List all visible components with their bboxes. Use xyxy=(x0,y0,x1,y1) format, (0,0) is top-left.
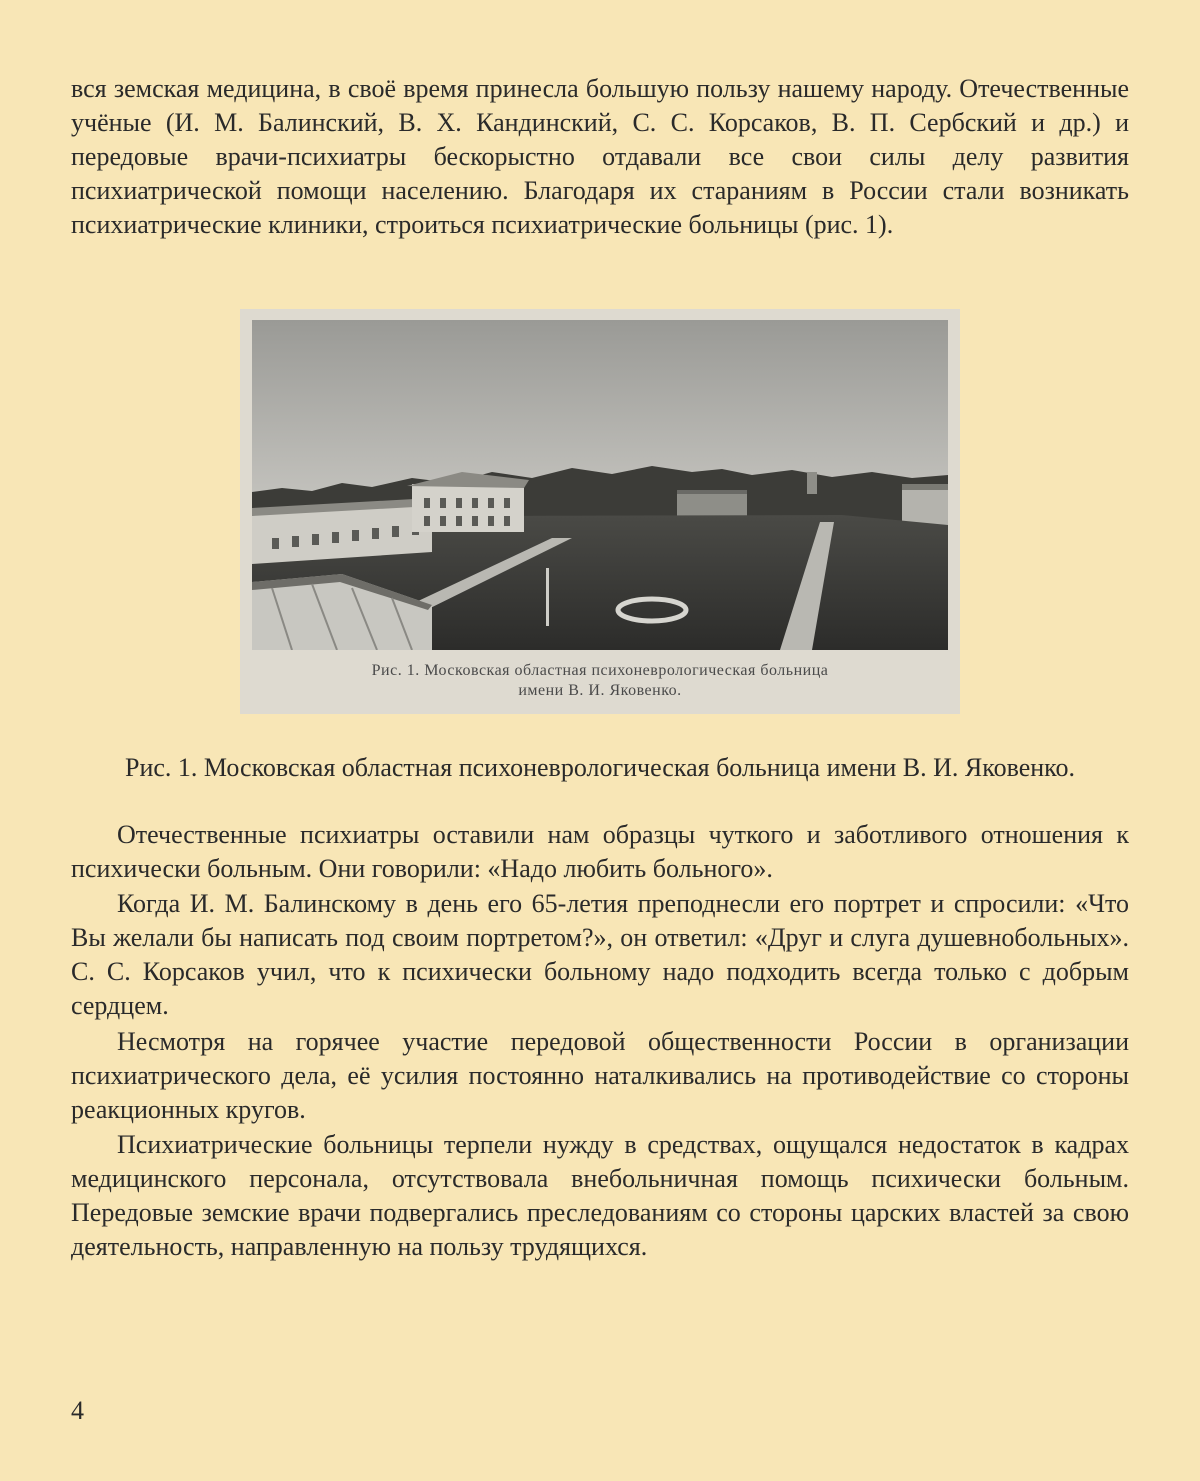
figure-scan xyxy=(240,309,960,714)
body-paragraph: Когда И. М. Балинскому в день его 65-летия преподнесли его портрет и спросили: «Что Вы желали бы написать под своим портретом?», он ответил: «Друг и слуга душевнобольных». С. С. Корсаков учил, что к психически больному надо подходить всегда только с добрым сердцем. xyxy=(71,889,1129,1020)
inner-caption-line-2: имени В. И. Яковенко. xyxy=(518,682,682,699)
intro-paragraph: вся земская медицина, в своё время принесла большую пользу нашему народу. Отечественные учёные (И. М. Балинский, В. Х. Кандинский, С. С. Корсаков, В. П. Сербский и др.) и передовые врачи-психиатры бескорыстно отдавали все свои силы делу развития психиатрической помощи населению. Благодаря их стараниям в России стали возникать психиатрические клиники, строиться психиатрические больницы (рис. 1). xyxy=(71,74,1129,239)
figure-caption: Рис. 1. Московская областная психоневрологическая больница имени В. И. Яковенко. xyxy=(125,753,1075,782)
inner-caption-line-1: Рис. 1. Московская областная психоневрологическая больница xyxy=(371,662,829,679)
page-number: 4 xyxy=(71,1396,84,1425)
body-paragraph: Отечественные психиатры оставили нам образцы чуткого и заботливого отношения к психически больным. Они говорили: «Надо любить больного». xyxy=(71,820,1129,883)
figure-inner-caption xyxy=(240,661,960,701)
body-paragraph: Психиатрические больницы терпели нужду в средствах, ощущался недостаток в кадрах медицинского персонала, отсутствовала внебольничная помощь психически больным. Передовые земские врачи подвергались преследованиям со стороны царских властей за свою деятельность, направленную на пользу трудящихся. xyxy=(71,1130,1129,1261)
body-paragraph: Несмотря на горячее участие передовой общественности России в организации психиатрического дела, её усилия постоянно наталкивались на противодействие со стороны реакционных кругов. xyxy=(71,1027,1129,1124)
hospital-photo xyxy=(252,320,948,650)
